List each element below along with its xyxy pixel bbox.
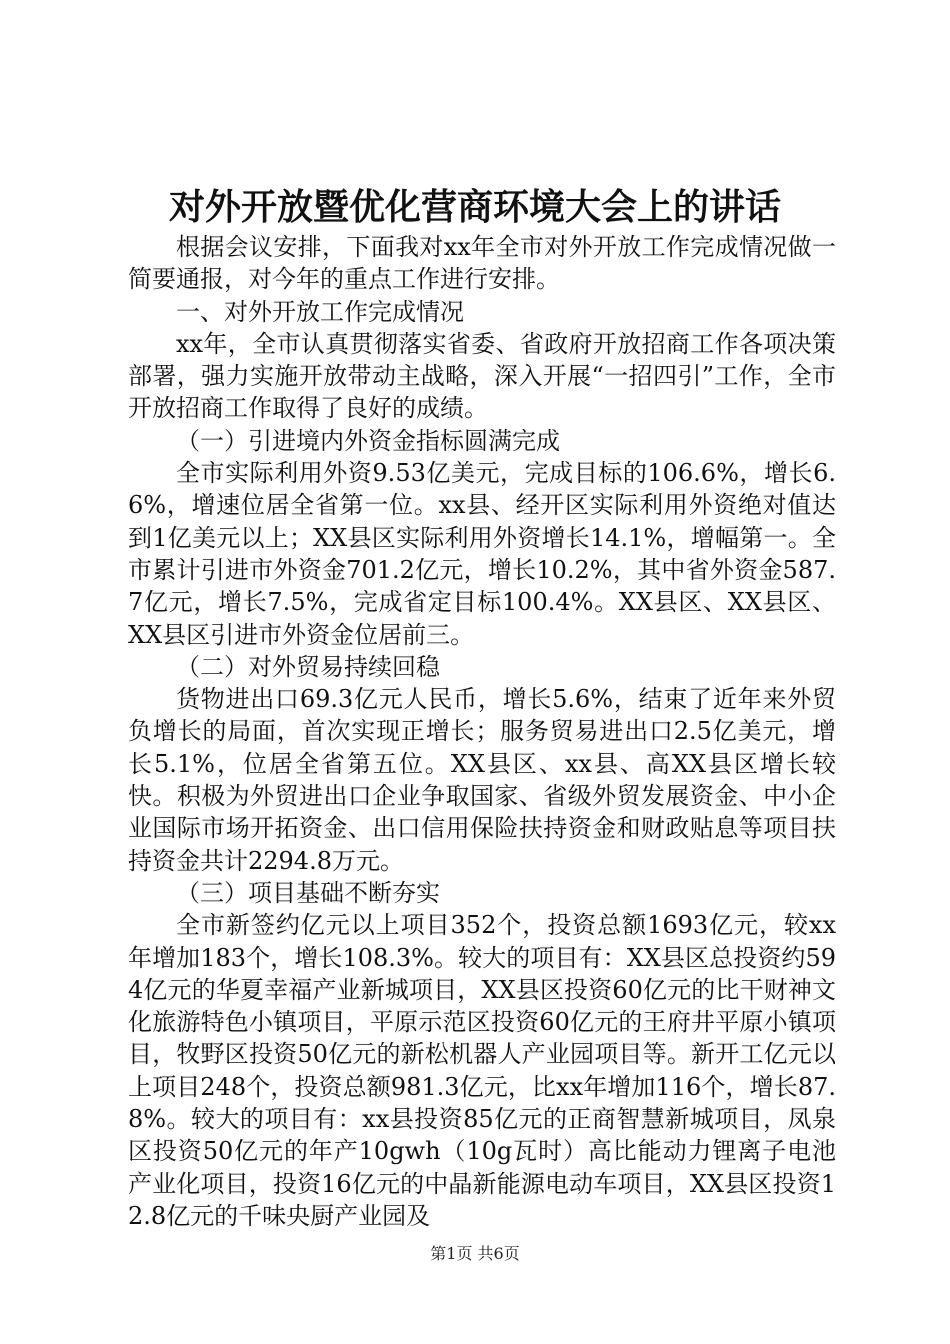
paragraph-overview: xx年，全市认真贯彻落实省委、省政府开放招商工作各项决策部署，强力实施开放带动主战略，深入开展“一招四引”工作，全市开放招商工作取得了良好的成绩。	[128, 329, 836, 423]
paragraph-investment: 全市实际利用外资9.53亿美元，完成目标的106.6%，增长6.6%，增速位居全省第一位。xx县、经开区实际利用外资绝对值达到1亿美元以上；XX县区实际利用外资增长14.1%，增幅第一。全市累计引进市外资金701.2亿元，增长10.2%，其中省外资金587.7亿元，增长7.5%，完成省定目标100.4%。XX县区、XX县区、XX县区引进市外资金位居前三。	[128, 459, 836, 649]
document-title: 对外开放暨优化营商环境大会上的讲话	[168, 186, 781, 228]
subsection-heading-3: （三）项目基础不断夯实	[176, 878, 440, 907]
paragraph-intro: 根据会议安排，下面我对xx年全市对外开放工作完成情况做一简要通报，对今年的重点工作进行安排。	[128, 233, 836, 294]
paragraph-trade: 货物进出口69.3亿元人民币，增长5.6%，结束了近年来外贸负增长的局面，首次实现正增长；服务贸易进出口2.5亿美元，增长5.1%，位居全省第五位。XX县区、xx县、高XX县区增长较快。积极为外贸进出口企业争取国家、省级外贸发展资金、中小企业国际市场开拓资金、出口信用保险扶持资金和财政贴息等项目扶持资金共计2294.8万元。	[128, 685, 836, 875]
subsection-heading-1: （一）引进境内外资金指标圆满完成	[176, 426, 560, 455]
section-heading-1: 一、对外开放工作完成情况	[176, 297, 464, 326]
document-body	[128, 231, 836, 1232]
subsection-heading-2: （二）对外贸易持续回稳	[176, 652, 440, 681]
paragraph-projects: 全市新签约亿元以上项目352个，投资总额1693亿元，较xx年增加183个，增长108.3%。较大的项目有：XX县区总投资约594亿元的华夏幸福产业新城项目，XX县区投资60亿元的比干财神文化旅游特色小镇项目，平原示范区投资60亿元的王府井平原小镇项目，牧野区投资50亿元的新松机器人产业园项目等。新开工亿元以上项目248个，投资总额981.3亿元，比xx年增加116个，增长87.8%。较大的项目有：xx县投资85亿元的正商智慧新城项目，凤泉区投资50亿元的年产10gwh（10g瓦时）高比能动力锂离子电池产业化项目，投资16亿元的中晶新能源电动车项目，XX县区投资12.8亿元的千味央厨产业园及	[128, 911, 836, 1230]
page-footer: 第1页 共6页	[430, 1244, 520, 1263]
